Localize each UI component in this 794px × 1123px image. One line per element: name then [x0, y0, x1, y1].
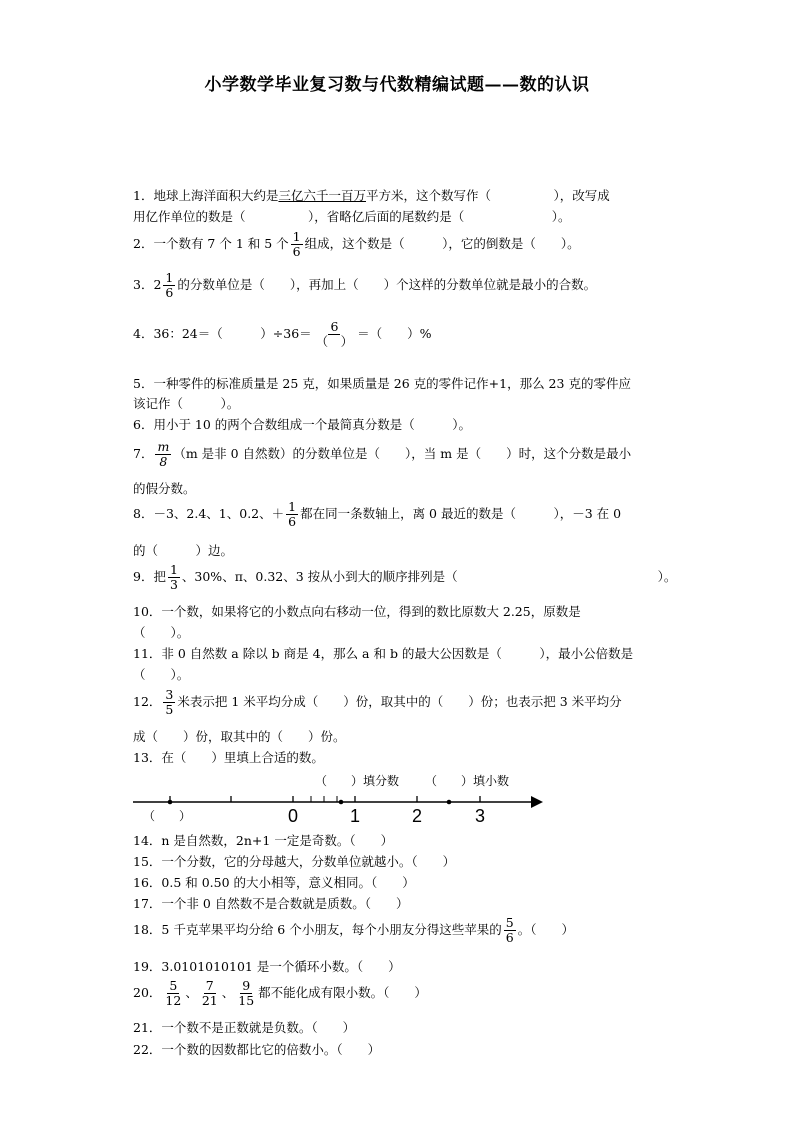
question-1-line-2: 用亿作单位的数是（ ），省略亿后面的尾数约是（ ）。	[133, 209, 571, 224]
question-6: 6．用小于 10 的两个合数组成一个最简真分数是（ ）。	[133, 417, 472, 432]
fraction: $\frac{9}{15}$	[238, 978, 255, 1008]
question-9: 9．把 $\frac{1}{3}$ 、30%、π、0.32、3 按从小到大的顺序排列是（ ）。	[133, 562, 677, 592]
question-12-line-2: 成（ ）份，取其中的（ ）份。	[133, 729, 346, 744]
question-22: 22．一个数的因数都比它的倍数小。（ ）	[133, 1042, 381, 1057]
fraction: $\frac{6}{( )}$	[315, 319, 354, 349]
fraction: $\frac{7}{21}$	[201, 978, 218, 1008]
decimal-blank-label: （ ）填小数	[425, 774, 510, 788]
point	[339, 800, 344, 805]
point	[447, 800, 452, 805]
label-0: 0	[287, 806, 299, 826]
fraction: $\frac{1}{6}$	[292, 229, 301, 259]
fraction: $\frac{m}{8}$	[157, 439, 170, 469]
question-2: 2．一个数有 7 个 1 和 5 个 $\frac{1}{6}$ 组成，这个数是（ ），它的倒数是（ ）。	[133, 229, 580, 259]
fraction: $\frac{1}{6}$	[288, 499, 297, 529]
fraction: $\frac{1}{6}$	[165, 270, 174, 300]
label-1: 1	[349, 806, 361, 826]
question-5-line-2: 该记作（ ）。	[133, 396, 240, 411]
fraction: $\frac{5}{6}$	[505, 915, 514, 945]
question-4: 4．36：24＝（ ）÷36＝ $\frac{6}{( )}$ ＝（ ）%	[133, 319, 432, 349]
fraction: $\frac{5}{12}$	[165, 978, 182, 1008]
question-11: 11．非 0 自然数 a 除以 b 商是 4，那么 a 和 b 的最大公因数是（ ），最小公倍数是	[133, 646, 634, 661]
fraction: $\frac{3}{5}$	[165, 687, 174, 717]
question-13: 13．在（ ）里填上合适的数。	[133, 750, 324, 765]
fraction: $\frac{1}{3}$	[169, 562, 178, 592]
question-3: 3．2 $\frac{1}{6}$ 的分数单位是（ ），再加上（ ）个这样的分数单位就是最小的合数。	[133, 270, 597, 300]
question-15: 15．一个分数，它的分母越大，分数单位就越小。（ ）	[133, 854, 456, 869]
question-21: 21．一个数不是正数就是负数。（ ）	[133, 1020, 356, 1035]
question-12: 12． $\frac{3}{5}$ 米表示把 1 米平均分成（ ）份，取其中的（ ）份；也表示把 3 米平均分	[133, 687, 622, 717]
label-2: 2	[411, 806, 423, 826]
label-3: 3	[474, 806, 486, 826]
question-7: 7． $\frac{m}{8}$ （m 是非 0 自然数）的分数单位是（ ），当 m 是（ ）时，这个分数是最小	[133, 439, 632, 469]
question-19: 19．3.0101010101 是一个循环小数。（ ）	[133, 959, 401, 974]
question-1: 1．地球上海洋面积大约是三亿六千一百万平方米，这个数写作（ ），改写成	[133, 188, 610, 203]
point	[168, 800, 173, 805]
arrow-head-icon	[531, 796, 543, 808]
question-17: 17．一个非 0 自然数不是合数就是质数。（ ）	[133, 896, 409, 911]
number-line	[125, 768, 555, 830]
blank-left: （ ）	[143, 809, 192, 823]
question-5: 5．一种零件的标准质量是 25 克，如果质量是 26 克的零件记作+1，那么 23 克的零件应	[133, 376, 631, 391]
question-11-line-2: （ ）。	[133, 667, 190, 682]
underlined-number-words: 三亿六千一百万	[278, 188, 366, 203]
question-14: 14．n 是自然数，2n+1 一定是奇数。（ ）	[133, 833, 394, 848]
page-title: 小学数学毕业复习数与代数精编试题——数的认识	[204, 75, 590, 95]
fraction-blank-label: （ ）填分数	[315, 774, 400, 788]
question-8-line-2: 的（ ）边。	[133, 543, 234, 558]
question-7-line-2: 的假分数。	[133, 481, 196, 496]
question-10: 10．一个数，如果将它的小数点向右移动一位，得到的数比原数大 2.25，原数是	[133, 604, 581, 619]
question-16: 16．0.5 和 0.50 的大小相等，意义相同。（ ）	[133, 875, 415, 890]
question-20: 20． $\frac{5}{12}$ 、 $\frac{7}{21}$ 、 $\frac{9}{15}$ 都不能化成有限小数。（ ）	[133, 978, 427, 1008]
question-18: 18．5 千克苹果平均分给 6 个小朋友，每个小朋友分得这些苹果的 $\frac{5}{6}$ 。（ ）	[133, 915, 574, 945]
question-8: 8．－3、2.4、1、0.2、＋ $\frac{1}{6}$ 都在同一条数轴上，离 0 最近的数是（ ），－3 在 0	[133, 499, 622, 529]
question-10-line-2: （ ）。	[133, 625, 190, 640]
